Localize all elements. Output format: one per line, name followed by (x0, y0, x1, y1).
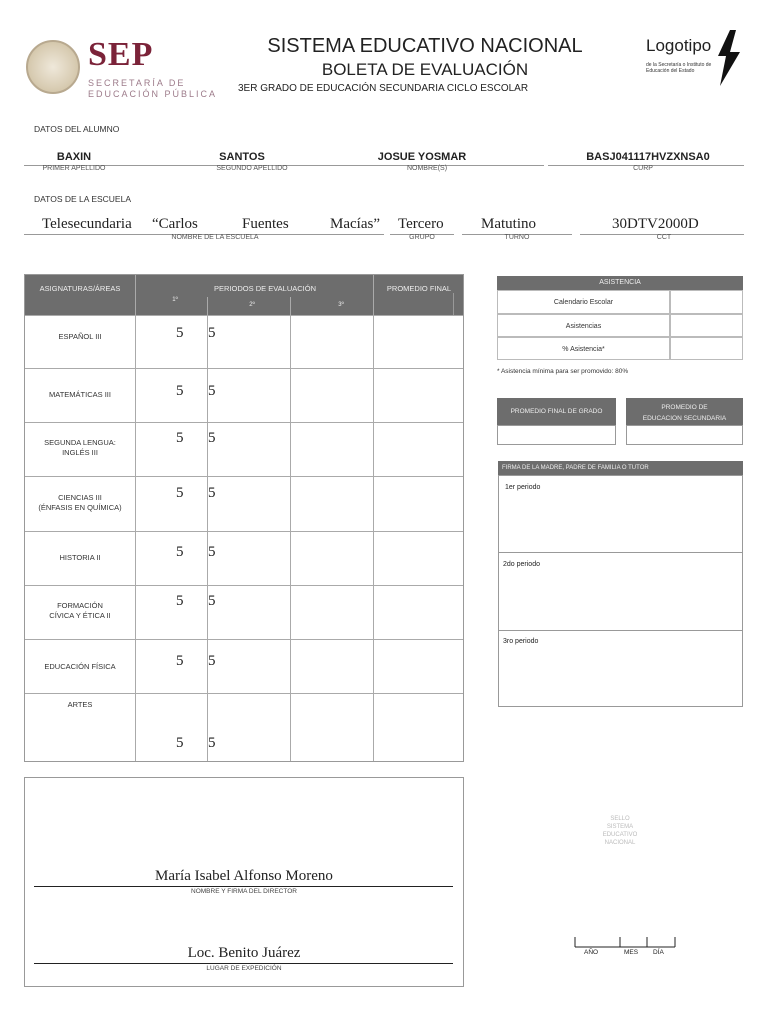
grade-average-value (497, 425, 616, 445)
parent-signature-header: FIRMA DE LA MADRE, PADRE DE FAMILIA O TUTOR (498, 461, 743, 475)
period-2-header: 2º (249, 302, 255, 308)
attendance-count-label: Asistencias (497, 314, 670, 337)
school-name-label: NOMBRE DE LA ESCUELA (171, 234, 259, 241)
date-day-label: DÍA (653, 949, 664, 956)
date-month-label: MES (624, 949, 639, 956)
state-logo-subtitle: de la Secretaría o Instituto de Educación del Estado (646, 62, 712, 74)
group-label: GRUPO (409, 234, 435, 241)
grade-pe-p1: 5 (176, 653, 184, 669)
attendance-percent-value (670, 337, 743, 360)
first-surname-label: PRIMER APELLIDO (42, 165, 106, 172)
school-section-label: DATOS DE LA ESCUELA (34, 194, 131, 204)
attendance-calendar-label: Calendario Escolar (497, 290, 670, 314)
grade-science-p1: 5 (176, 485, 184, 501)
grade-math-p2: 5 (208, 383, 216, 399)
signature-period-3: 3ro periodo (503, 638, 539, 645)
school-name-part-4: Macías” (330, 216, 380, 232)
given-names-value: JOSUE YOSMAR (377, 151, 467, 163)
grade-civics-p2: 5 (208, 593, 216, 609)
grade-spanish-p2: 5 (208, 325, 216, 341)
student-section-label: DATOS DEL ALUMNO (34, 124, 120, 134)
parent-signature-box (498, 475, 743, 707)
subject-history: HISTORIA II (59, 553, 101, 562)
date-ticks (574, 935, 676, 949)
school-name-part-1: Telesecundaria (42, 216, 132, 232)
director-label: NOMBRE Y FIRMA DEL DIRECTOR (191, 888, 297, 895)
subject-science: CIENCIAS III (ÉNFASIS EN QUÍMICA) (38, 493, 122, 512)
grade-history-p1: 5 (176, 544, 184, 560)
grade-english-p1: 5 (176, 430, 184, 446)
grades-table-header (25, 275, 463, 315)
date-year-label: AÑO (584, 949, 599, 956)
grade-pe-p2: 5 (208, 653, 216, 669)
director-name: María Isabel Alfonso Moreno (155, 868, 333, 884)
final-average-header: PROMEDIO FINAL (386, 284, 452, 293)
document-subtitle: BOLETA DE EVALUACIÓN (321, 60, 529, 79)
official-seal-placeholder: SELLO SISTEMA EDUCATIVO NACIONAL (602, 816, 638, 846)
issue-place: Loc. Benito Juárez (187, 945, 301, 961)
shift-value: Matutino (481, 216, 536, 232)
signature-period-2: 2do periodo (503, 561, 540, 568)
period-3-header: 3º (338, 302, 344, 308)
periods-header: PERIODOS DE EVALUACIÓN (214, 284, 316, 293)
secondary-average-header: PROMEDIO DE EDUCACION SECUNDARIA (626, 398, 743, 425)
subject-english: SEGUNDA LENGUA: INGLÉS III (44, 438, 116, 457)
subject-civics: FORMACIÓN CÍVICA Y ÉTICA II (49, 601, 111, 620)
school-name-part-3: Fuentes (242, 216, 289, 232)
grade-line: 3ER GRADO DE EDUCACIÓN SECUNDARIA CICLO ESCOLAR (238, 83, 529, 94)
secondary-average-value (626, 425, 743, 445)
group-value: Tercero (398, 216, 444, 232)
logo-bolt-icon (712, 30, 742, 86)
grade-arts-p2: 5 (208, 735, 216, 751)
grade-science-p2: 5 (208, 485, 216, 501)
sep-subtitle: SECRETARÍA DE EDUCACIÓN PÚBLICA (88, 78, 218, 99)
given-names-label: NOMBRE(S) (406, 165, 448, 172)
grade-math-p1: 5 (176, 383, 184, 399)
attendance-count-value (670, 314, 743, 337)
document-title: SISTEMA EDUCATIVO NACIONAL (267, 35, 583, 57)
second-surname-value: SANTOS (219, 151, 265, 163)
subject-arts: ARTES (67, 700, 93, 709)
grade-spanish-p1: 5 (176, 325, 184, 341)
grades-table (24, 274, 464, 762)
second-surname-label: SEGUNDO APELLIDO (216, 165, 288, 172)
subject-math: MATEMÁTICAS III (49, 390, 111, 399)
grade-english-p2: 5 (208, 430, 216, 446)
period-1-header: 1º (172, 297, 178, 303)
cct-label: CCT (656, 234, 672, 241)
curp-label: CURP (633, 165, 653, 172)
curp-value: BASJ041117HVZXNSA0 (586, 151, 710, 163)
issue-place-label: LUGAR DE EXPEDICIÓN (206, 965, 282, 972)
state-logo-text: Logotipo (646, 36, 712, 55)
signature-period-1: 1er periodo (505, 484, 541, 491)
sep-logo: SEP (88, 36, 154, 73)
attendance-percent-label: % Asistencia* (497, 337, 670, 360)
cct-value: 30DTV2000D (612, 216, 699, 232)
subject-physical-education: EDUCACIÓN FÍSICA (44, 662, 116, 671)
grade-history-p2: 5 (208, 544, 216, 560)
shift-label: TURNO (504, 234, 530, 241)
grade-average-header: PROMEDIO FINAL DE GRADO (497, 398, 616, 425)
attendance-note: * Asistencia mínima para ser promovido: 80% (497, 368, 629, 375)
first-surname-value: BAXIN (56, 151, 92, 163)
grade-civics-p1: 5 (176, 593, 184, 609)
attendance-header: ASISTENCIA (497, 276, 743, 290)
grade-arts-p1: 5 (176, 735, 184, 751)
attendance-calendar-value (670, 290, 743, 314)
school-name-part-2: “Carlos (152, 216, 198, 232)
subjects-header: ASIGNATURAS/ÁREAS (39, 284, 121, 293)
subject-spanish: ESPAÑOL III (58, 332, 102, 341)
